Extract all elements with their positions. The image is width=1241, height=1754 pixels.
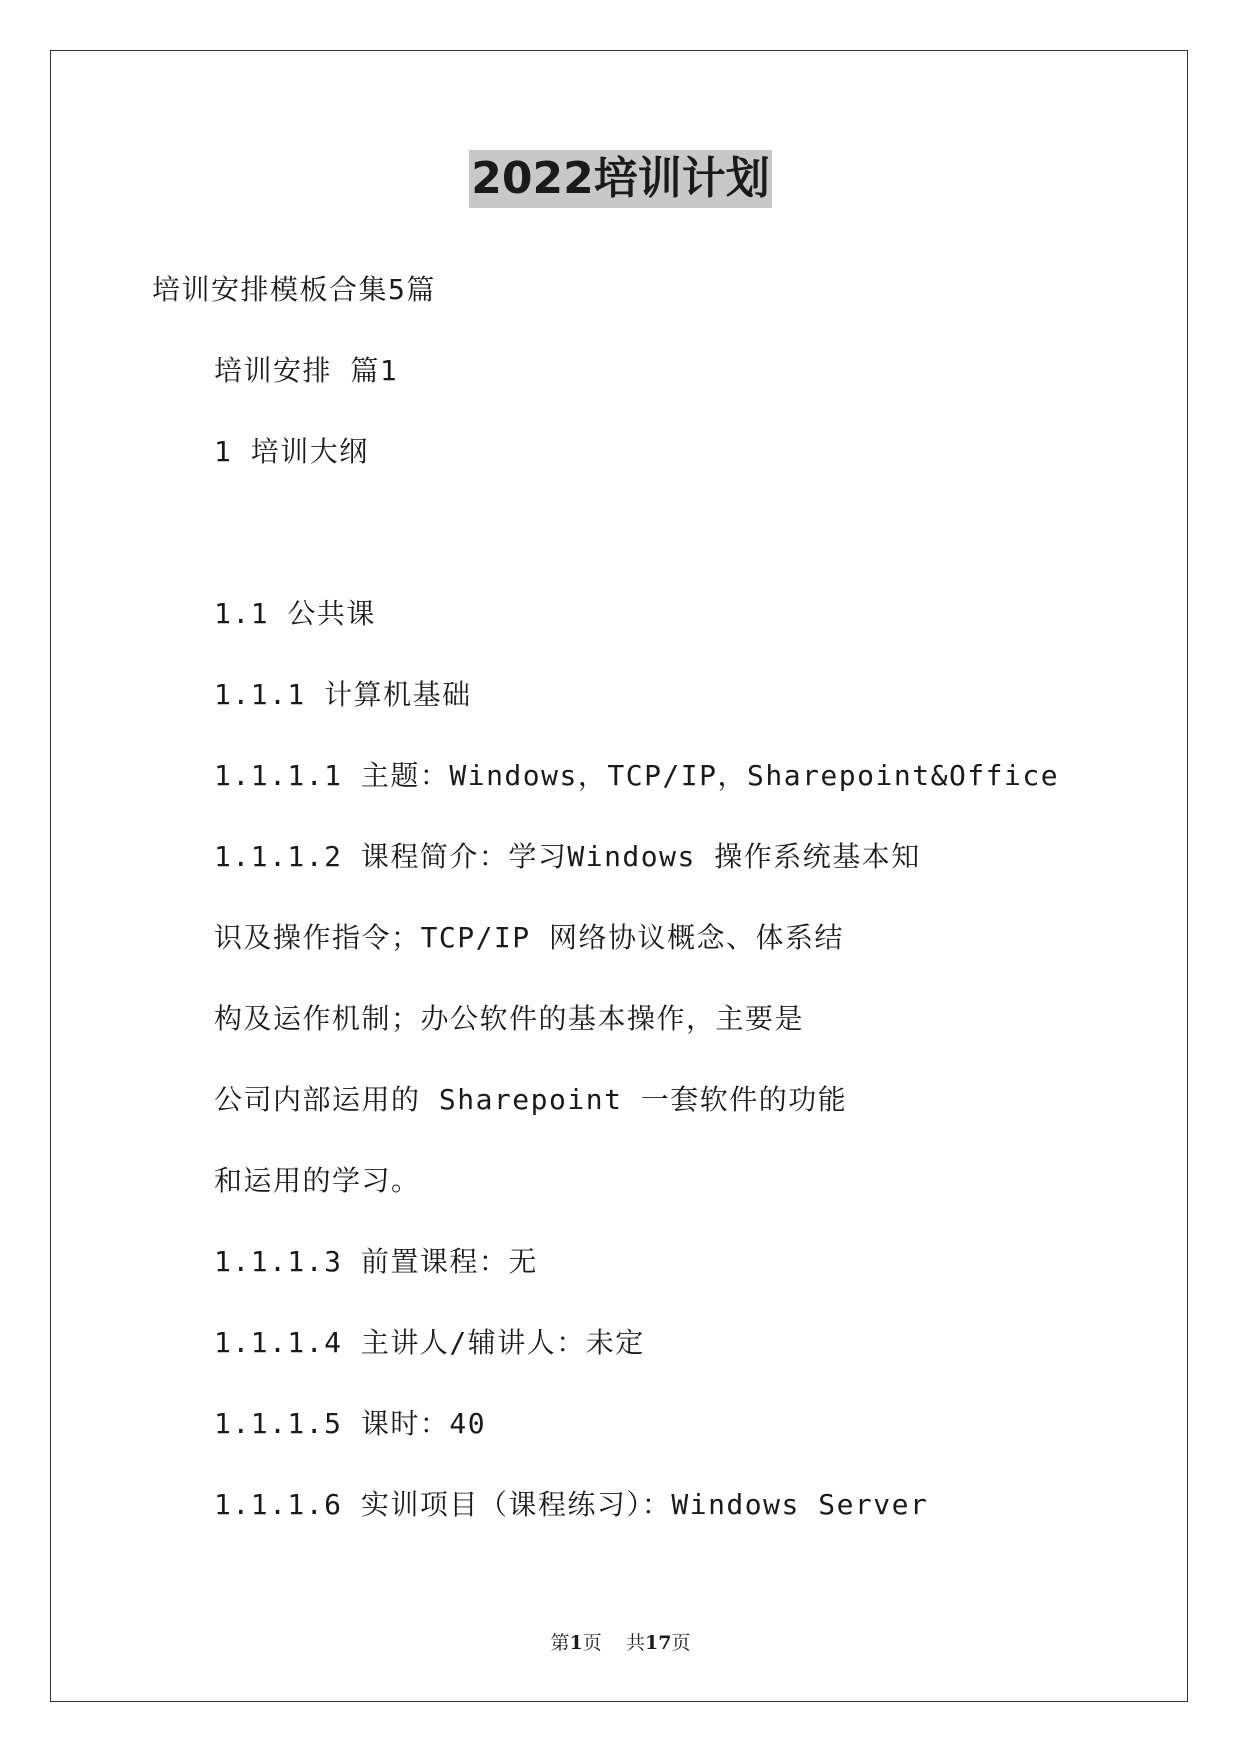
- footer-page-total: 17: [644, 1632, 672, 1654]
- body-line: 1.1.1.3 前置课程：无: [214, 1245, 538, 1278]
- body-line: 1.1.1.5 课时：40: [214, 1407, 487, 1440]
- section-heading: 培训安排 篇1: [214, 354, 399, 387]
- body-line: 1.1.1.1 主题：Windows，TCP/IP，Sharepoint&Office: [214, 759, 1060, 792]
- body-line: 公司内部运用的 Sharepoint 一套软件的功能: [214, 1083, 848, 1116]
- body-line: 构及运作机制；办公软件的基本操作，主要是: [214, 1002, 805, 1035]
- body-line: 和运用的学习。: [214, 1164, 421, 1197]
- body-line: 1.1.1.4 主讲人/辅讲人：未定: [214, 1326, 645, 1359]
- document-subtitle: 培训安排模板合集5篇: [152, 273, 436, 306]
- course-heading: 1.1.1 计算机基础: [214, 678, 472, 711]
- body-line: 识及操作指令；TCP/IP 网络协议概念、体系结: [214, 921, 845, 954]
- footer-total-prefix: 共: [625, 1632, 645, 1654]
- title-container: [0, 150, 1241, 208]
- page-footer: [0, 1630, 1241, 1656]
- footer-page-current: 1: [569, 1632, 583, 1654]
- document-title: 2022培训计划: [469, 150, 771, 208]
- outline-heading: 1 培训大纲: [214, 435, 369, 468]
- footer-page-suffix: 页: [582, 1632, 602, 1654]
- subsection-heading: 1.1 公共课: [214, 597, 376, 630]
- body-line: 1.1.1.2 课程简介：学习Windows 操作系统基本知: [214, 840, 921, 873]
- body-line: 1.1.1.6 实训项目（课程练习）：Windows Server: [214, 1488, 929, 1521]
- footer-page-prefix: 第: [550, 1632, 570, 1654]
- footer-total-suffix: 页: [671, 1632, 691, 1654]
